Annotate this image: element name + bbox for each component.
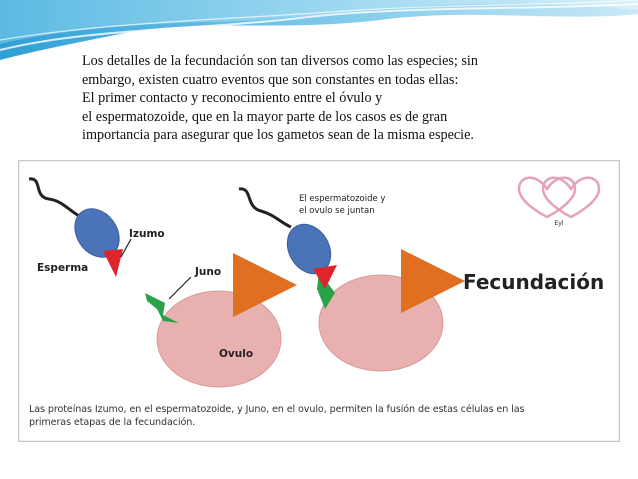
logo-text: Eyl <box>554 220 564 227</box>
juno-label: Juno <box>195 266 222 278</box>
juno-pointer <box>169 277 191 299</box>
result-label: Fecundación <box>463 270 605 294</box>
fertilization-figure <box>18 160 620 442</box>
text-line-1: Los detalles de la fecundación son tan diversos como las especies; sin <box>82 53 478 69</box>
sperm-tail-right <box>239 189 291 227</box>
joined-label-line-2: el ovulo se juntan <box>299 206 375 216</box>
caption-line-2: primeras etapas de la fecundación. <box>29 417 196 428</box>
text-line-2: embargo, existen cuatro eventos que son constantes en todas ellas: <box>82 71 459 88</box>
izumo-protein-right <box>313 265 337 289</box>
ovum-right <box>319 275 443 371</box>
caption-line-1: Las proteínas Izumo, en el espermatozoide, y Juno, en el ovulo, permiten la fusión de estas células en las <box>29 404 525 415</box>
izumo-pointer <box>121 239 131 257</box>
text-line-3: El primer contacto y reconocimiento entre el óvulo y <box>82 90 383 107</box>
ovulo-label: Ovulo <box>219 348 254 360</box>
body-text <box>82 52 602 145</box>
text-line-5: importancia para asegurar que los gametos sean de la misma especie. <box>82 127 474 144</box>
text-line-4: el espermatozoide, que en la mayor parte de los casos es de gran <box>82 108 448 125</box>
izumo-protein-left <box>103 249 123 277</box>
ovum-left <box>157 291 281 387</box>
izumo-label: Izumo <box>129 228 165 240</box>
logo-hearts-icon <box>519 178 599 217</box>
figure-caption <box>29 403 611 429</box>
joined-label-line-1: El espermatozoide y <box>299 194 386 204</box>
sperm-tail-left <box>29 179 81 217</box>
fertilization-diagram <box>19 161 619 441</box>
esperma-label: Esperma <box>37 262 89 274</box>
